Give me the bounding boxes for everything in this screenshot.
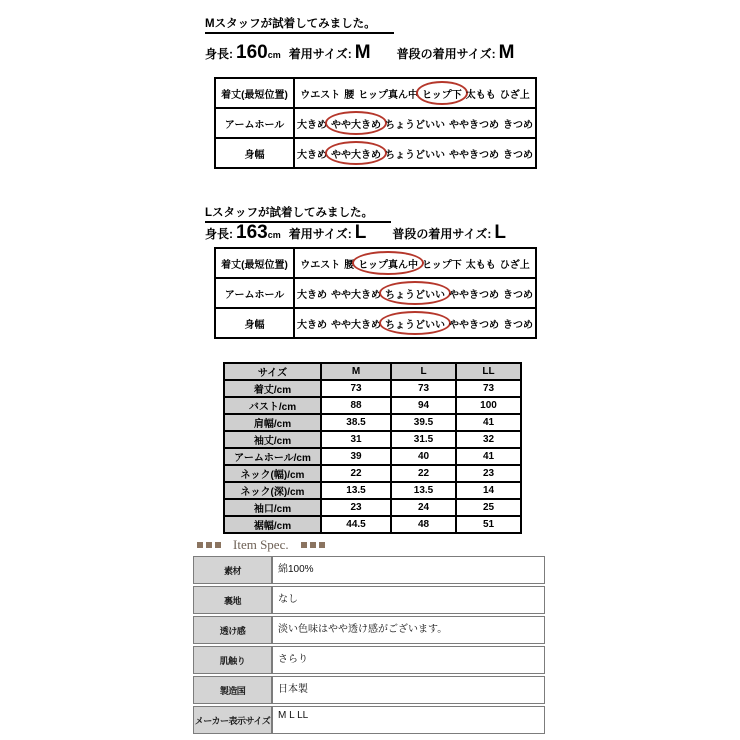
height-unit: cm — [267, 50, 281, 60]
fit-option: きつめ — [503, 119, 533, 131]
fit-row — [215, 78, 536, 108]
fit-option: 大きめ — [297, 289, 327, 301]
usual-size-value: M — [498, 42, 515, 63]
size-value-cell: 23 — [321, 499, 391, 516]
squares-icon — [301, 542, 328, 548]
size-table-row — [224, 397, 521, 414]
fit-option: ややきつめ — [449, 289, 499, 301]
fit-row-label: 着丈(最短位置) — [215, 78, 294, 108]
fit-row — [215, 278, 536, 308]
item-spec-header — [197, 537, 328, 553]
fit-row-options — [294, 278, 536, 308]
fit-row-label: アームホール — [215, 278, 294, 308]
spec-row-label: 裏地 — [193, 586, 272, 614]
fit-option: 腰 — [344, 89, 355, 101]
fit-row-options — [294, 78, 536, 108]
size-table-row — [224, 465, 521, 482]
usual-size-label: 普段の着用サイズ: — [392, 227, 492, 241]
fit-row-options — [294, 108, 536, 138]
item-spec-title: Item Spec. — [233, 537, 289, 552]
size-row-label: ネック(深)/cm — [224, 482, 321, 499]
size-table-row — [224, 431, 521, 448]
size-value-cell: 25 — [456, 499, 521, 516]
usual-size-label: 普段の着用サイズ: — [396, 47, 496, 61]
fit-option: 大きめ — [297, 149, 327, 161]
size-value-cell: 22 — [391, 465, 456, 482]
fit-option: ヒップ下 — [422, 259, 462, 271]
fit-option: きつめ — [503, 149, 533, 161]
size-row-label: ネック(幅)/cm — [224, 465, 321, 482]
fit-row-label: 身幅 — [215, 308, 294, 338]
spec-row-value: 日本製 — [272, 676, 545, 704]
fit-option: ひざ上 — [499, 89, 530, 101]
size-value-cell: 48 — [391, 516, 456, 533]
size-table-row — [224, 448, 521, 465]
l-fit-table — [214, 247, 537, 339]
fit-option: ちょうどいい — [385, 119, 445, 131]
fit-row-label: 身幅 — [215, 138, 294, 168]
size-row-label: アームホール/cm — [224, 448, 321, 465]
fit-row-options — [294, 308, 536, 338]
size-header-cell: M — [321, 363, 391, 380]
m-staff-info-line — [205, 42, 514, 64]
fit-row — [215, 308, 536, 338]
fit-option: 太もも — [465, 89, 496, 101]
spec-row-value: なし — [272, 586, 545, 614]
spec-row-label: 素材 — [193, 556, 272, 584]
squares-icon — [197, 542, 224, 548]
fit-option: ややきつめ — [449, 319, 499, 331]
size-value-cell: 23 — [456, 465, 521, 482]
size-value-cell: 40 — [391, 448, 456, 465]
fit-option-selected: ちょうどいい — [385, 316, 445, 331]
spec-row — [193, 616, 545, 644]
fit-option: ややきつめ — [449, 119, 499, 131]
size-table-header-row — [224, 363, 521, 380]
spec-row — [193, 556, 545, 584]
size-row-label: 袖口/cm — [224, 499, 321, 516]
size-value-cell: 22 — [321, 465, 391, 482]
fit-option: きつめ — [503, 289, 533, 301]
wearing-size-label: 着用サイズ: — [288, 227, 352, 241]
height-label: 身長: — [205, 227, 233, 241]
size-value-cell: 32 — [456, 431, 521, 448]
height-value: 163 — [236, 222, 268, 243]
usual-size-value: L — [494, 222, 507, 243]
size-value-cell: 41 — [456, 414, 521, 431]
fit-option: やや大きめ — [331, 289, 381, 301]
size-table-row — [224, 516, 521, 533]
fit-option-selected: やや大きめ — [331, 146, 381, 161]
spec-row-label: 肌触り — [193, 646, 272, 674]
size-value-cell: 73 — [391, 380, 456, 397]
wearing-size-label: 着用サイズ: — [288, 47, 352, 61]
size-value-cell: 39 — [321, 448, 391, 465]
fit-option: 太もも — [465, 259, 496, 271]
size-row-label: バスト/cm — [224, 397, 321, 414]
height-label: 身長: — [205, 47, 233, 61]
fit-row-label: 着丈(最短位置) — [215, 248, 294, 278]
size-header-cell: LL — [456, 363, 521, 380]
l-staff-section-title: Lスタッフが試着してみました。 — [205, 204, 391, 223]
m-fit-table — [214, 77, 537, 169]
spec-row-label: メーカー表示サイズ — [193, 706, 272, 734]
height-unit: cm — [267, 230, 281, 240]
size-value-cell: 38.5 — [321, 414, 391, 431]
size-table-row — [224, 380, 521, 397]
size-table-row — [224, 499, 521, 516]
size-value-cell: 39.5 — [391, 414, 456, 431]
size-row-label: 袖丈/cm — [224, 431, 321, 448]
size-value-cell: 44.5 — [321, 516, 391, 533]
size-measurements-table — [223, 362, 522, 534]
spec-row-label: 透け感 — [193, 616, 272, 644]
size-row-label: 裾幅/cm — [224, 516, 321, 533]
item-spec-table — [193, 554, 545, 736]
size-header-cell: L — [391, 363, 456, 380]
fit-option-selected: ちょうどいい — [385, 286, 445, 301]
size-value-cell: 51 — [456, 516, 521, 533]
size-table-row — [224, 414, 521, 431]
size-value-cell: 88 — [321, 397, 391, 414]
fit-row-options — [294, 138, 536, 168]
fit-row — [215, 138, 536, 168]
fit-option: 大きめ — [297, 119, 327, 131]
spec-row-value: 淡い色味はやや透け感がございます。 — [272, 616, 545, 644]
size-value-cell: 13.5 — [321, 482, 391, 499]
l-staff-info-line — [205, 222, 506, 244]
spec-row-value: 綿100% — [272, 556, 545, 584]
size-value-cell: 31 — [321, 431, 391, 448]
fit-option: ちょうどいい — [385, 149, 445, 161]
fit-option: ヒップ真ん中 — [358, 89, 418, 101]
size-value-cell: 13.5 — [391, 482, 456, 499]
spec-row-value: M L LL — [272, 706, 545, 734]
size-value-cell: 100 — [456, 397, 521, 414]
m-staff-section-title: Mスタッフが試着してみました。 — [205, 15, 394, 34]
fit-row — [215, 248, 536, 278]
size-header-cell: サイズ — [224, 363, 321, 380]
spec-row — [193, 706, 545, 734]
spec-row-value: さらり — [272, 646, 545, 674]
spec-row-label: 製造国 — [193, 676, 272, 704]
size-value-cell: 24 — [391, 499, 456, 516]
spec-row — [193, 646, 545, 674]
fit-option-selected: ヒップ下 — [422, 86, 462, 101]
size-value-cell: 41 — [456, 448, 521, 465]
wearing-size-value: M — [354, 42, 371, 63]
fit-option: ひざ上 — [499, 259, 530, 271]
spec-row — [193, 586, 545, 614]
height-value: 160 — [236, 42, 268, 63]
fit-row-options — [294, 248, 536, 278]
fit-option: きつめ — [503, 319, 533, 331]
size-table-row — [224, 482, 521, 499]
fit-option: やや大きめ — [331, 319, 381, 331]
wearing-size-value: L — [354, 222, 367, 243]
fit-option: ウエスト — [300, 259, 341, 271]
size-value-cell: 31.5 — [391, 431, 456, 448]
fit-option-selected: やや大きめ — [331, 116, 381, 131]
fit-option: ややきつめ — [449, 149, 499, 161]
fit-option-selected: ヒップ真ん中 — [358, 256, 418, 271]
fit-option: 腰 — [344, 259, 355, 271]
size-value-cell: 14 — [456, 482, 521, 499]
fit-option: ウエスト — [300, 89, 341, 101]
size-value-cell: 73 — [456, 380, 521, 397]
spec-row — [193, 676, 545, 704]
fit-option: 大きめ — [297, 319, 327, 331]
fit-row-label: アームホール — [215, 108, 294, 138]
size-value-cell: 73 — [321, 380, 391, 397]
size-value-cell: 94 — [391, 397, 456, 414]
fit-row — [215, 108, 536, 138]
size-row-label: 肩幅/cm — [224, 414, 321, 431]
size-row-label: 着丈/cm — [224, 380, 321, 397]
